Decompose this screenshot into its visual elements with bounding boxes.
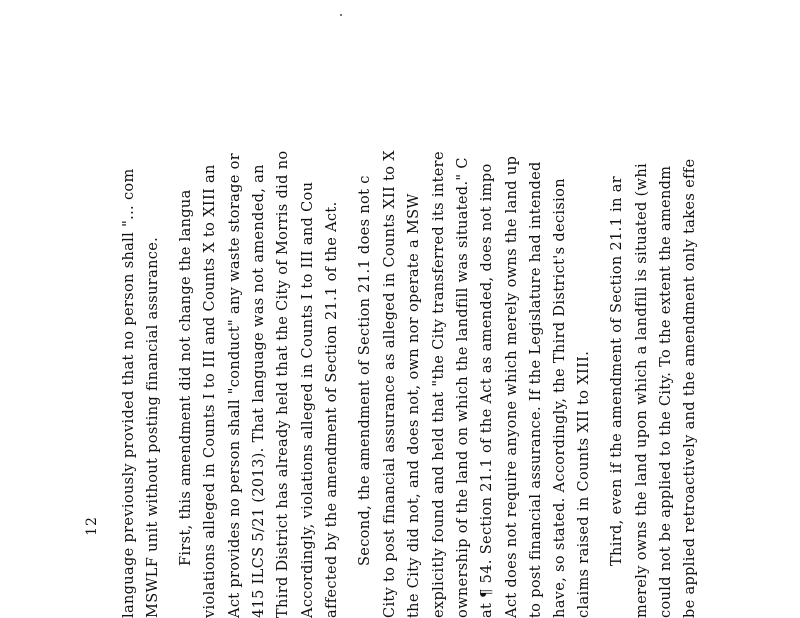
text-line: Second, the amendment of Section 21.1 does not c: [357, 175, 373, 566]
text-line: have, so stated. Accordingly, the Third District's decision: [552, 178, 568, 618]
text-line: Act does not require anyone which merely owns the land up: [504, 155, 520, 618]
text-line: Third, even if the amendment of Section 21.1 in ar: [609, 175, 625, 566]
text-line: Third District has already held that the City of Morris did no: [275, 150, 291, 618]
text-line: Act provides no person shall "conduct" any waste storage or: [227, 153, 243, 618]
rotated-text-block: [117, 0, 717, 618]
text-line: MSWLF unit without posting financial assurance.: [145, 236, 161, 618]
text-line: 415 ILCS 5/21 (2013). That language was not amended, an: [251, 164, 267, 618]
text-line: the City did not, and does not, own nor operate a MSW: [406, 193, 422, 618]
text-line: City to post financial assurance as alleged in Counts XII to X: [382, 150, 398, 618]
text-line: violations alleged in Counts I to III and Counts X to XIII an: [202, 164, 218, 618]
text-line: language previously provided that no person shall "... com: [121, 168, 137, 618]
text-line: explicitly found and held that "the City transferred its intere: [431, 151, 447, 618]
page-number: 12: [83, 516, 100, 536]
text-line: be applied retroactively and the amendment only takes effe: [682, 158, 698, 618]
text-line: to post financial assurance. If the Legislature had intended: [528, 161, 544, 618]
text-line: at ¶ 54. Section 21.1 of the Act as amended, does not impo: [479, 163, 495, 618]
text-line: merely owns the land upon which a landfill is situated (whi: [634, 162, 650, 618]
text-line: First, this amendment did not change the langua: [178, 189, 194, 566]
text-line: Accordingly, violations alleged in Counts I to III and Cou: [300, 181, 316, 618]
text-line: affected by the amendment of Section 21.1 of the Act.: [324, 201, 340, 618]
text-line: could not be applied to the City. To the extent the amendm: [658, 165, 674, 618]
text-line: claims raised in Counts XII to XIII.: [576, 350, 592, 618]
text-line: ownership of the land on which the landfill was situated." C: [455, 157, 471, 618]
